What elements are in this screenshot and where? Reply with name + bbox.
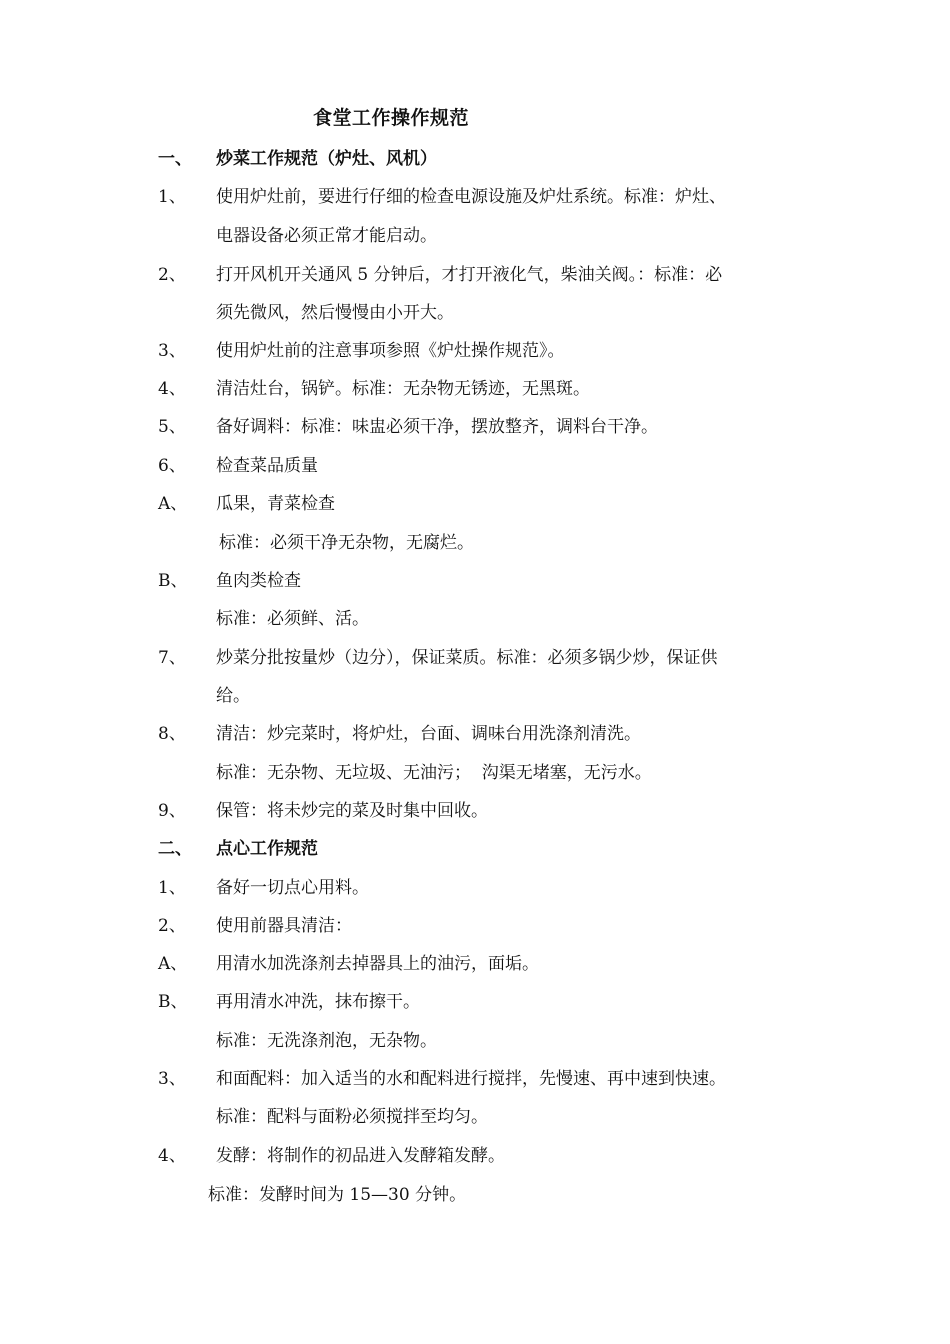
section-heading: 炒菜工作规范（炉灶、风机） — [216, 149, 437, 169]
item-text: 打开风机开关通风 5 分钟后，才打开液化气，柴油关阀。：标准：必 — [216, 265, 723, 285]
item-number: A、 — [158, 494, 188, 514]
item-text: 炒菜分批按量炒（边分），保证菜质。标准：必须多锅少炒，保证供 — [216, 648, 718, 668]
item-text: 瓜果，青菜检查 — [216, 494, 335, 514]
document-title: 食堂工作操作规范 — [313, 107, 470, 129]
item-number: 1、 — [158, 878, 186, 898]
item-number: 5、 — [158, 417, 186, 437]
item-continuation: 给。 — [216, 686, 250, 706]
item-number: 1、 — [158, 187, 186, 207]
item-text: 检查菜品质量 — [216, 456, 318, 476]
item-number: 6、 — [158, 456, 186, 476]
item-number: 8、 — [158, 724, 186, 744]
item-number: 3、 — [158, 1069, 186, 1089]
item-text: 备好调料：标准：味盅必须干净，摆放整齐，调料台干净。 — [216, 417, 658, 437]
item-number: 3、 — [158, 341, 186, 361]
item-number: 4、 — [158, 379, 186, 399]
item-number: B、 — [158, 571, 188, 591]
item-text: 使用前器具清洁： — [216, 916, 352, 936]
item-standard: 标准：必须鲜、活。 — [216, 609, 369, 629]
item-standard: 标准：无杂物、无垃圾、无油污； 沟渠无堵塞，无污水。 — [216, 763, 652, 783]
section-heading: 点心工作规范 — [216, 839, 318, 859]
item-standard: 标准：必须干净无杂物，无腐烂。 — [219, 533, 474, 553]
item-text: 备好一切点心用料。 — [216, 878, 369, 898]
item-continuation: 电器设备必须正常才能启动。 — [216, 226, 437, 246]
item-text: 清洁灶台，锅铲。标准：无杂物无锈迹，无黑斑。 — [216, 379, 590, 399]
item-number: 2、 — [158, 916, 186, 936]
item-standard: 标准：配料与面粉必须搅拌至均匀。 — [216, 1107, 488, 1127]
item-standard: 标准：无洗涤剂泡，无杂物。 — [216, 1031, 437, 1051]
item-text: 使用炉灶前，要进行仔细的检查电源设施及炉灶系统。标准：炉灶、 — [216, 187, 726, 207]
item-text: 再用清水冲洗，抹布擦干。 — [216, 992, 420, 1012]
item-text: 清洁：炒完菜时，将炉灶，台面、调味台用洗涤剂清洗。 — [216, 724, 641, 744]
item-text: 使用炉灶前的注意事项参照《炉灶操作规范》。 — [216, 341, 565, 361]
item-text: 保管：将未炒完的菜及时集中回收。 — [216, 801, 488, 821]
item-text: 用清水加洗涤剂去掉器具上的油污，面垢。 — [216, 954, 539, 974]
item-continuation: 须先微风，然后慢慢由小开大。 — [216, 303, 454, 323]
section-number: 二、 — [158, 839, 192, 859]
item-number: B、 — [158, 992, 188, 1012]
item-number: 2、 — [158, 265, 186, 285]
item-standard: 标准：发酵时间为 15—30 分钟。 — [208, 1185, 467, 1205]
section-number: 一、 — [158, 149, 192, 169]
item-number: 9、 — [158, 801, 186, 821]
item-number: 7、 — [158, 648, 186, 668]
item-number: A、 — [158, 954, 188, 974]
item-number: 4、 — [158, 1146, 186, 1166]
item-text: 鱼肉类检查 — [216, 571, 301, 591]
item-text: 和面配料：加入适当的水和配料进行搅拌，先慢速、再中速到快速。 — [216, 1069, 726, 1089]
item-text: 发酵：将制作的初品进入发酵箱发酵。 — [216, 1146, 505, 1166]
